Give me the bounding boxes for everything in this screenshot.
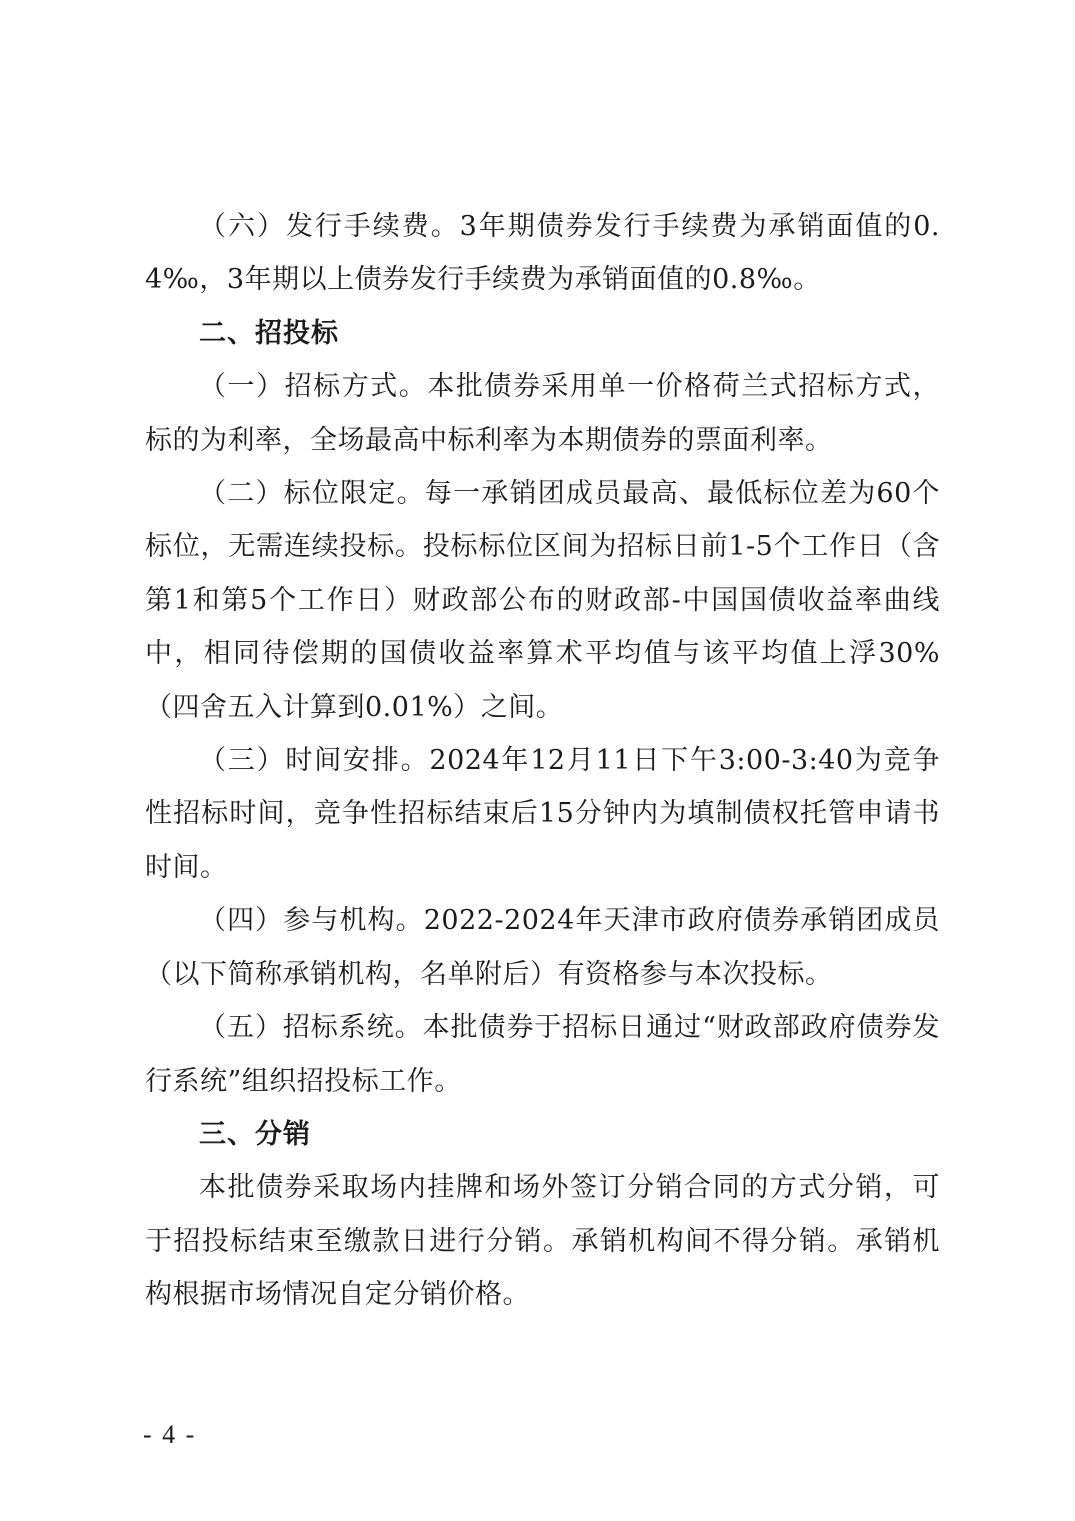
paragraph-bid-limits: （二）标位限定。每一承销团成员最高、最低标位差为60个标位，无需连续投标。投标标位区间为招标日前1-5个工作日（含第1和第5个工作日）财政部公布的财政部-中国国债收益率曲线中，相同待偿期的国债收益率算术平均值与该平均值上浮30%（四舍五入计算到0.01%）之间。 [145,478,940,723]
paragraph-bidding-system: （五）招标系统。本批债券于招标日通过“财政部政府债券发行系统”组织招投标工作。 [145,1012,940,1097]
section-heading-bidding: 二、招投标 [199,317,339,349]
paragraph-schedule: （三）时间安排。2024年12月11日下午3:00-3:40为竞争性招标时间，竞争性招标结束后15分钟内为填制债权托管申请书时间。 [145,745,940,883]
paragraph-participants: （四）参与机构。2022-2024年天津市政府债券承销团成员（以下简称承销机构，名单附后）有资格参与本次投标。 [145,905,940,990]
document-body [145,200,940,1322]
paragraph-distribution: 本批债券采取场内挂牌和场外签订分销合同的方式分销，可于招投标结束至缴款日进行分销。承销机构间不得分销。承销机构根据市场情况自定分销价格。 [145,1172,940,1311]
page-number: - 4 - [143,1420,197,1449]
paragraph-issuance-fee: （六）发行手续费。3年期债券发行手续费为承销面值的0.4‰，3年期以上债券发行手续费为承销面值的0.8‰。 [145,211,940,296]
section-heading-distribution: 三、分销 [199,1118,311,1150]
paragraph-bidding-method: （一）招标方式。本批债券采用单一价格荷兰式招标方式，标的为利率，全场最高中标利率为本期债券的票面利率。 [145,371,940,456]
